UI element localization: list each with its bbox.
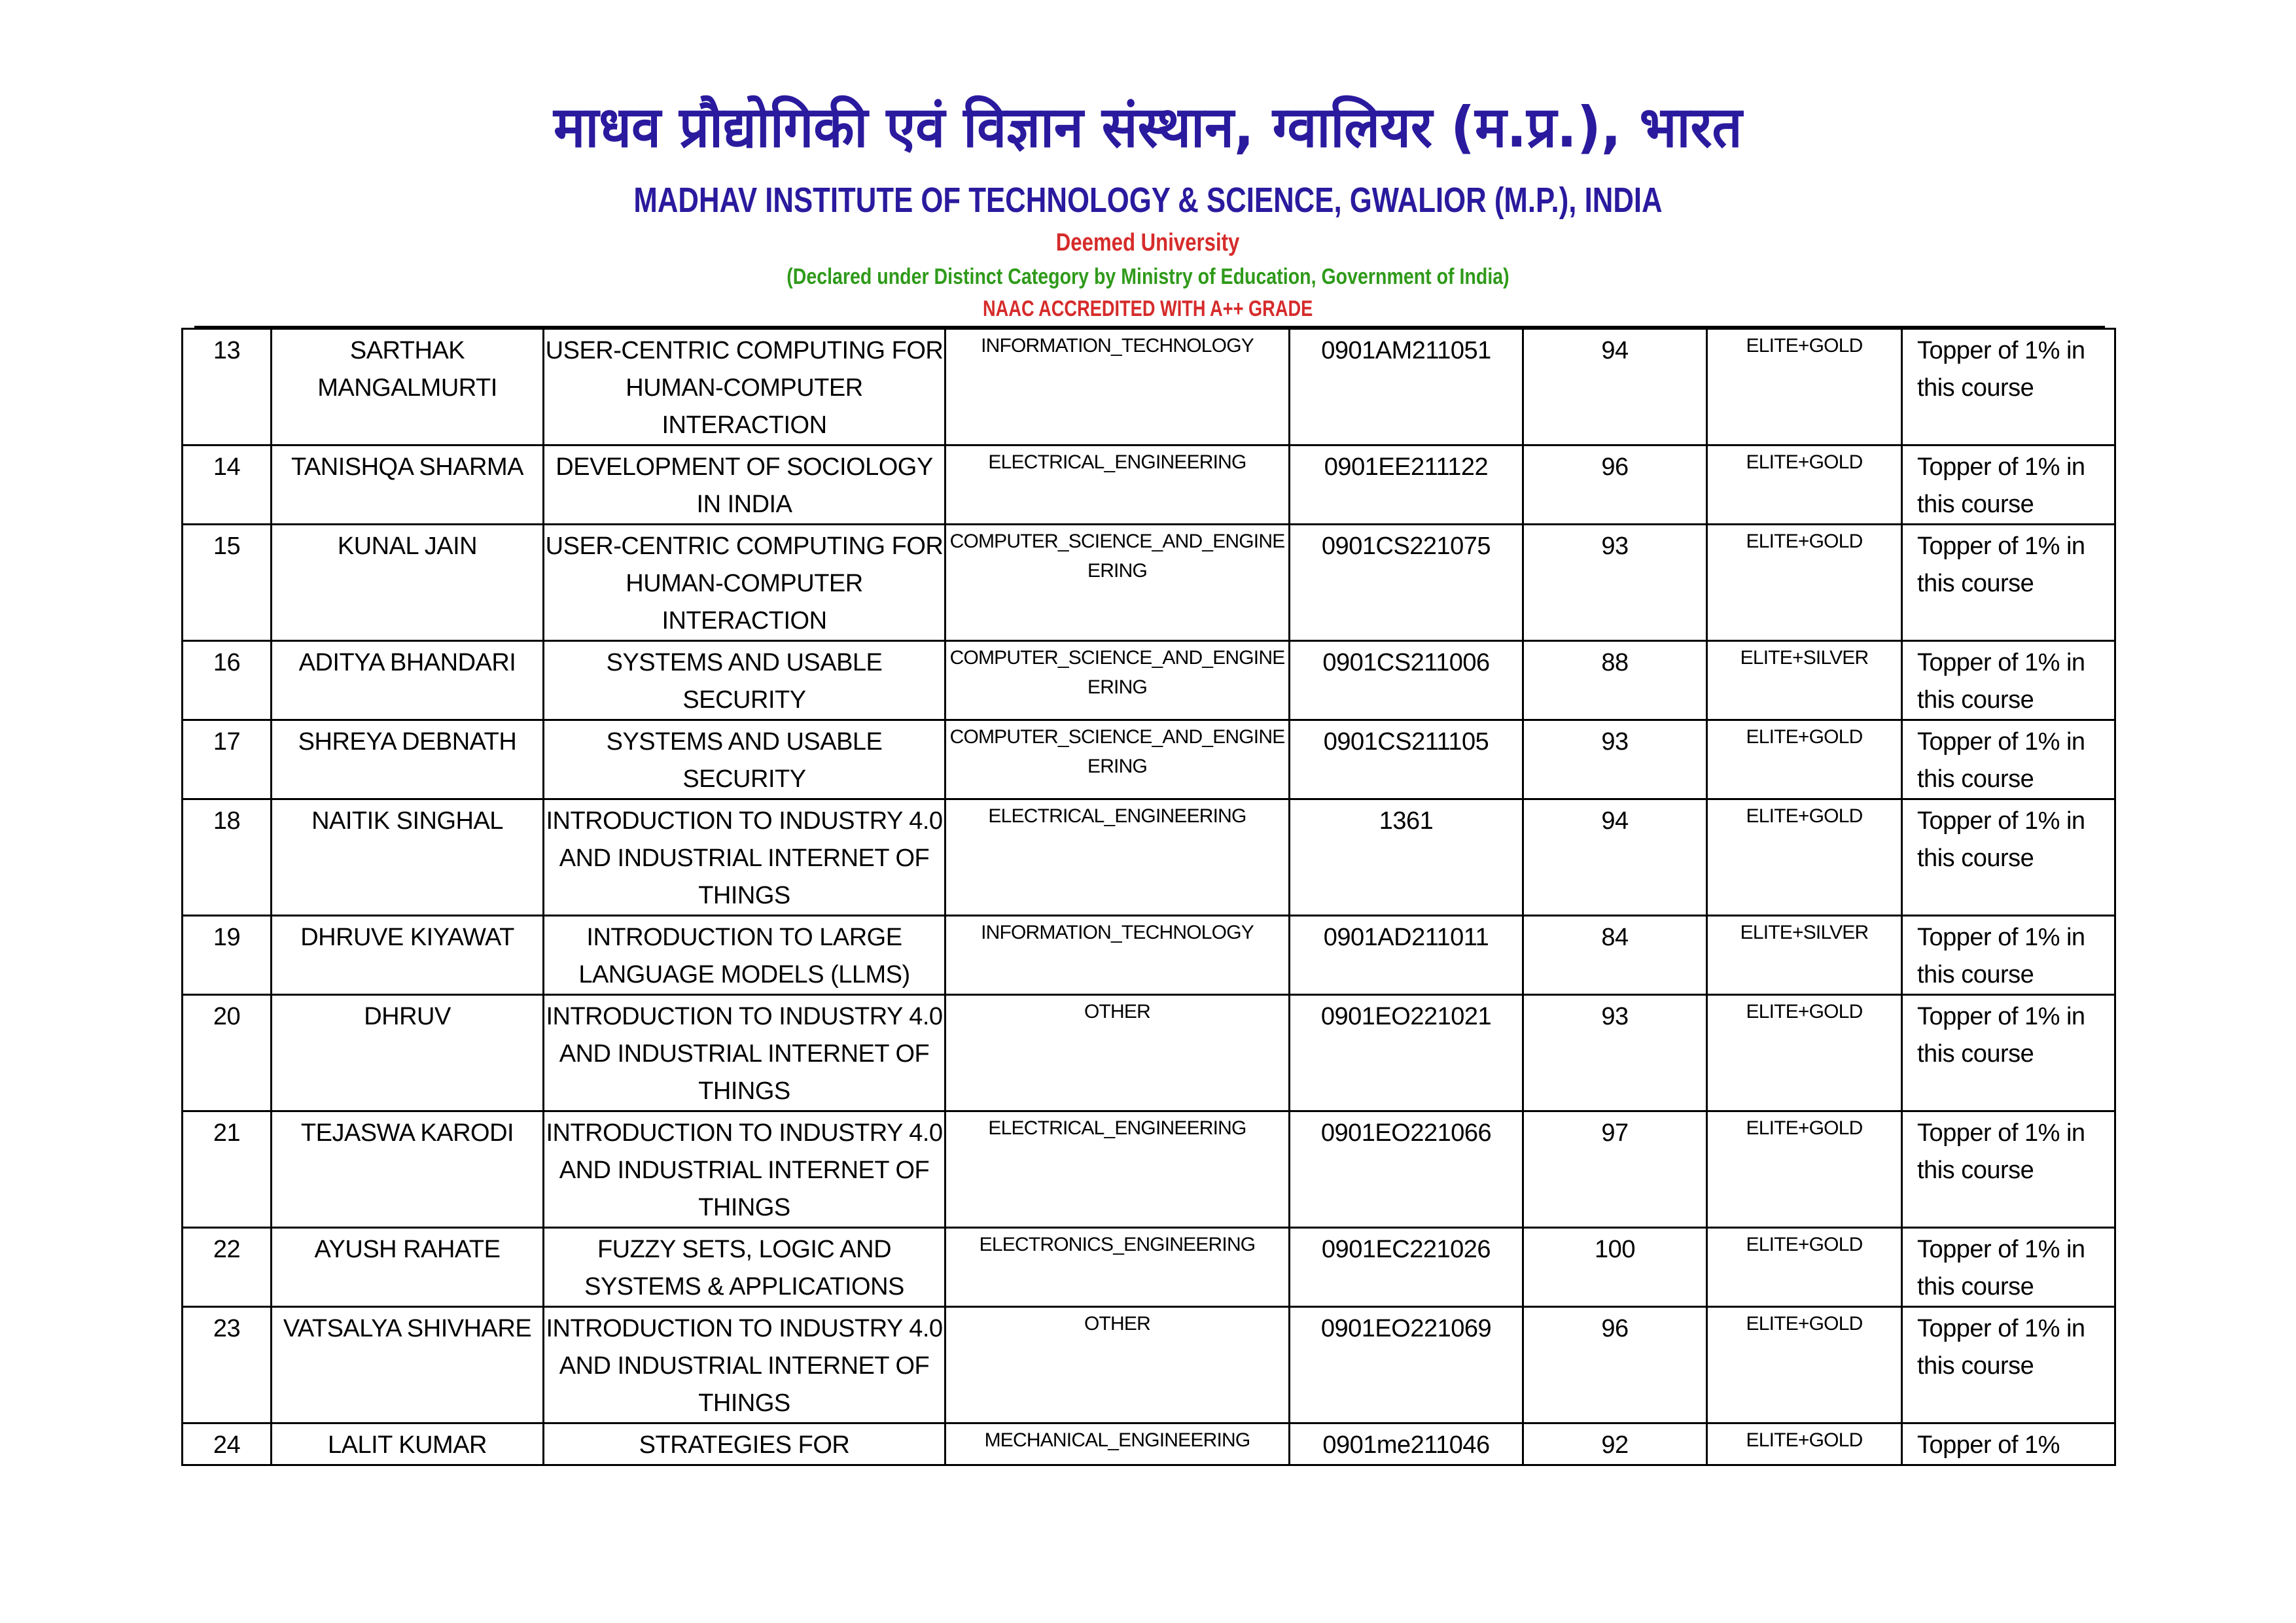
table-row [183,1307,2115,1423]
score: 88 [1601,649,1629,676]
table-row [183,445,2115,525]
course-title: STRATEGIES FOR [639,1431,850,1459]
remark-cell [1902,799,2115,916]
table-row [183,799,2115,916]
results-table [181,328,2116,1466]
enrollment-number: 0901EE211122 [1324,453,1489,481]
course-title: DEVELOPMENT OF SOCIOLOGY IN INDIA [556,453,933,518]
course-cell [544,1111,945,1228]
serial-number: 14 [213,453,241,481]
certificate-cell [1707,445,1902,525]
student-name: SARTHAK MANGALMURTI [317,337,497,402]
remark-cell [1902,329,2115,445]
branch-cell [945,329,1290,445]
branch: COMPUTER_SCIENCE_AND_ENGINEERING [949,726,1285,777]
declaration-note [0,265,2296,288]
branch-cell [945,445,1290,525]
certificate-type: ELITE+GOLD [1746,1313,1863,1335]
score: 96 [1601,453,1629,481]
certificate-cell [1707,329,1902,445]
table-row [183,1423,2115,1465]
serial-number: 21 [213,1119,241,1147]
table-row [183,995,2115,1111]
sno-cell [183,1228,272,1307]
certificate-type: ELITE+GOLD [1746,726,1863,748]
certificate-type: ELITE+GOLD [1746,451,1863,473]
serial-number: 13 [213,337,241,364]
student-name: ADITYA BHANDARI [298,649,516,676]
remark-cell [1902,525,2115,641]
remark-cell [1902,916,2115,995]
results-table-body [183,329,2115,1465]
score-cell [1523,1228,1707,1307]
branch-cell [945,995,1290,1111]
course-title: USER-CENTRIC COMPUTING FOR HUMAN-COMPUTER INTERACTION [545,337,944,439]
enrollment-number: 0901AM211051 [1321,337,1491,364]
student-name: LALIT KUMAR [328,1431,487,1459]
sno-cell [183,995,272,1111]
institute-title-hindi-text: माधव प्रौद्योगिकी एवं विज्ञान संस्थान, ग्वालियर (म.प्र.), भारत [554,95,1742,160]
score: 96 [1601,1315,1629,1342]
score-cell [1523,329,1707,445]
sno-cell [183,1423,272,1465]
enrollment-number: 1361 [1379,807,1434,835]
branch-cell [945,720,1290,799]
enrollment-cell [1290,445,1523,525]
course-cell [544,641,945,720]
score: 93 [1601,532,1629,560]
certificate-cell [1707,641,1902,720]
student-name: DHRUV [364,1003,451,1030]
remark: Topper of 1% [1917,1431,2060,1459]
sno-cell [183,916,272,995]
name-cell [272,1228,544,1307]
serial-number: 24 [213,1431,241,1459]
certificate-cell [1707,1423,1902,1465]
branch: INFORMATION_TECHNOLOGY [981,922,1254,943]
name-cell [272,720,544,799]
name-cell [272,995,544,1111]
remark: Topper of 1% in this course [1917,649,2085,714]
certificate-type: ELITE+GOLD [1746,531,1863,552]
course-title: INTRODUCTION TO INDUSTRY 4.0 AND INDUSTRIAL INTERNET OF THINGS [546,1315,943,1417]
table-row [183,329,2115,445]
branch: INFORMATION_TECHNOLOGY [981,335,1254,357]
remark-cell [1902,720,2115,799]
branch-cell [945,916,1290,995]
score-cell [1523,445,1707,525]
certificate-type: ELITE+SILVER [1740,647,1869,669]
remark-cell [1902,995,2115,1111]
serial-number: 23 [213,1315,241,1342]
serial-number: 18 [213,807,241,835]
enrollment-number: 0901CS211006 [1322,649,1490,676]
name-cell [272,525,544,641]
course-title: INTRODUCTION TO INDUSTRY 4.0 AND INDUSTRIAL INTERNET OF THINGS [546,1119,943,1221]
course-cell [544,995,945,1111]
score-cell [1523,1423,1707,1465]
remark-cell [1902,1228,2115,1307]
score: 93 [1601,1003,1629,1030]
score: 100 [1595,1236,1635,1263]
certificate-cell [1707,720,1902,799]
table-row [183,1228,2115,1307]
table-row [183,916,2115,995]
serial-number: 20 [213,1003,241,1030]
remark: Topper of 1% in this course [1917,337,2085,402]
remark: Topper of 1% in this course [1917,1236,2085,1300]
remark: Topper of 1% in this course [1917,532,2085,597]
course-cell [544,799,945,916]
certificate-cell [1707,916,1902,995]
accreditation-note [0,298,2296,320]
serial-number: 22 [213,1236,241,1263]
branch: ELECTRICAL_ENGINEERING [988,1117,1246,1139]
remark-cell [1902,1111,2115,1228]
course-cell [544,720,945,799]
course-cell [544,1423,945,1465]
sno-cell [183,799,272,916]
branch-cell [945,1228,1290,1307]
certificate-cell [1707,525,1902,641]
name-cell [272,329,544,445]
enrollment-number: 0901CS211105 [1323,728,1489,756]
certificate-type: ELITE+GOLD [1746,1117,1863,1139]
score-cell [1523,641,1707,720]
enrollment-cell [1290,916,1523,995]
sno-cell [183,1307,272,1423]
name-cell [272,916,544,995]
score-cell [1523,1111,1707,1228]
remark: Topper of 1% in this course [1917,1119,2085,1184]
score-cell [1523,525,1707,641]
enrollment-cell [1290,1111,1523,1228]
enrollment-cell [1290,525,1523,641]
enrollment-number: 0901EO221069 [1320,1315,1492,1342]
course-title: INTRODUCTION TO LARGE LANGUAGE MODELS (LLMS) [578,924,910,988]
sno-cell [183,641,272,720]
student-name: TEJASWA KARODI [300,1119,514,1147]
branch-cell [945,1111,1290,1228]
certificate-type: ELITE+GOLD [1746,335,1863,357]
score-cell [1523,995,1707,1111]
branch-cell [945,1423,1290,1465]
serial-number: 15 [213,532,241,560]
score-cell [1523,799,1707,916]
branch: ELECTRONICS_ENGINEERING [979,1234,1256,1255]
branch-cell [945,525,1290,641]
enrollment-cell [1290,799,1523,916]
score: 97 [1601,1119,1629,1147]
score-cell [1523,720,1707,799]
enrollment-number: 0901CS221075 [1321,532,1491,560]
certificate-cell [1707,1111,1902,1228]
score: 84 [1601,924,1629,951]
score: 94 [1601,807,1629,835]
name-cell [272,1307,544,1423]
institute-title-english [0,181,2296,220]
student-name: AYUSH RAHATE [314,1236,501,1263]
score: 93 [1601,728,1629,756]
branch: MECHANICAL_ENGINEERING [984,1429,1250,1451]
remark-cell [1902,445,2115,525]
branch-cell [945,1307,1290,1423]
course-cell [544,445,945,525]
name-cell [272,1423,544,1465]
enrollment-cell [1290,1228,1523,1307]
remark: Topper of 1% in this course [1917,1315,2085,1380]
branch-cell [945,799,1290,916]
enrollment-number: 0901EC221026 [1321,1236,1491,1263]
score-cell [1523,1307,1707,1423]
student-name: NAITIK SINGHAL [311,807,503,835]
course-title: FUZZY SETS, LOGIC AND SYSTEMS & APPLICATIONS [584,1236,904,1300]
branch: OTHER [1084,1313,1150,1335]
remark-cell [1902,1423,2115,1465]
university-status-text: Deemed University [1056,229,1240,256]
remark: Topper of 1% in this course [1917,807,2085,872]
enrollment-number: 0901EO221066 [1320,1119,1492,1147]
score: 92 [1601,1431,1629,1459]
enrollment-cell [1290,720,1523,799]
remark-cell [1902,1307,2115,1423]
remark: Topper of 1% in this course [1917,1003,2085,1068]
certificate-type: ELITE+SILVER [1740,922,1869,943]
declaration-note-text: (Declared under Distinct Category by Ministry of Education, Government of India) [786,264,1510,289]
course-cell [544,329,945,445]
course-cell [544,1307,945,1423]
remark-cell [1902,641,2115,720]
accreditation-note-text: NAAC ACCREDITED WITH A++ GRADE [983,296,1313,321]
certificate-cell [1707,799,1902,916]
student-name: VATSALYA SHIVHARE [283,1315,532,1342]
name-cell [272,445,544,525]
enrollment-cell [1290,1307,1523,1423]
sno-cell [183,525,272,641]
sno-cell [183,329,272,445]
certificate-cell [1707,1228,1902,1307]
name-cell [272,799,544,916]
branch: OTHER [1084,1001,1150,1022]
sno-cell [183,445,272,525]
branch: COMPUTER_SCIENCE_AND_ENGINEERING [949,531,1285,582]
name-cell [272,641,544,720]
branch: COMPUTER_SCIENCE_AND_ENGINEERING [949,647,1285,698]
enrollment-number: 0901AD211011 [1323,924,1489,951]
sno-cell [183,720,272,799]
course-cell [544,916,945,995]
certificate-type: ELITE+GOLD [1746,1429,1863,1451]
branch: ELECTRICAL_ENGINEERING [988,805,1246,827]
serial-number: 16 [213,649,241,676]
course-title: SYSTEMS AND USABLE SECURITY [606,728,883,793]
enrollment-cell [1290,1423,1523,1465]
certificate-cell [1707,1307,1902,1423]
course-cell [544,1228,945,1307]
student-name: DHRUVE KIYAWAT [300,924,514,951]
course-title: SYSTEMS AND USABLE SECURITY [606,649,883,714]
remark: Topper of 1% in this course [1917,453,2085,518]
course-cell [544,525,945,641]
certificate-type: ELITE+GOLD [1746,1234,1863,1255]
university-status [0,230,2296,255]
enrollment-cell [1290,329,1523,445]
score-cell [1523,916,1707,995]
table-row [183,720,2115,799]
serial-number: 19 [213,924,241,951]
branch-cell [945,641,1290,720]
name-cell [272,1111,544,1228]
score: 94 [1601,337,1629,364]
course-title: USER-CENTRIC COMPUTING FOR HUMAN-COMPUTER INTERACTION [545,532,944,635]
enrollment-cell [1290,641,1523,720]
enrollment-number: 0901EO221021 [1320,1003,1492,1030]
certificate-cell [1707,995,1902,1111]
certificate-type: ELITE+GOLD [1746,805,1863,827]
table-row [183,1111,2115,1228]
enrollment-cell [1290,995,1523,1111]
sno-cell [183,1111,272,1228]
certificate-type: ELITE+GOLD [1746,1001,1863,1022]
course-title: INTRODUCTION TO INDUSTRY 4.0 AND INDUSTRIAL INTERNET OF THINGS [546,807,943,909]
student-name: TANISHQA SHARMA [291,453,523,481]
remark: Topper of 1% in this course [1917,924,2085,988]
serial-number: 17 [213,728,241,756]
course-title: INTRODUCTION TO INDUSTRY 4.0 AND INDUSTRIAL INTERNET OF THINGS [546,1003,943,1105]
student-name: SHREYA DEBNATH [298,728,517,756]
table-row [183,641,2115,720]
student-name: KUNAL JAIN [337,532,478,560]
branch: ELECTRICAL_ENGINEERING [988,451,1246,473]
institute-title-hindi [0,92,2296,164]
remark: Topper of 1% in this course [1917,728,2085,793]
table-row [183,525,2115,641]
enrollment-number: 0901me211046 [1322,1431,1490,1459]
institute-title-english-text: MADHAV INSTITUTE OF TECHNOLOGY & SCIENCE, GWALIOR (M.P.), INDIA [633,181,1663,220]
